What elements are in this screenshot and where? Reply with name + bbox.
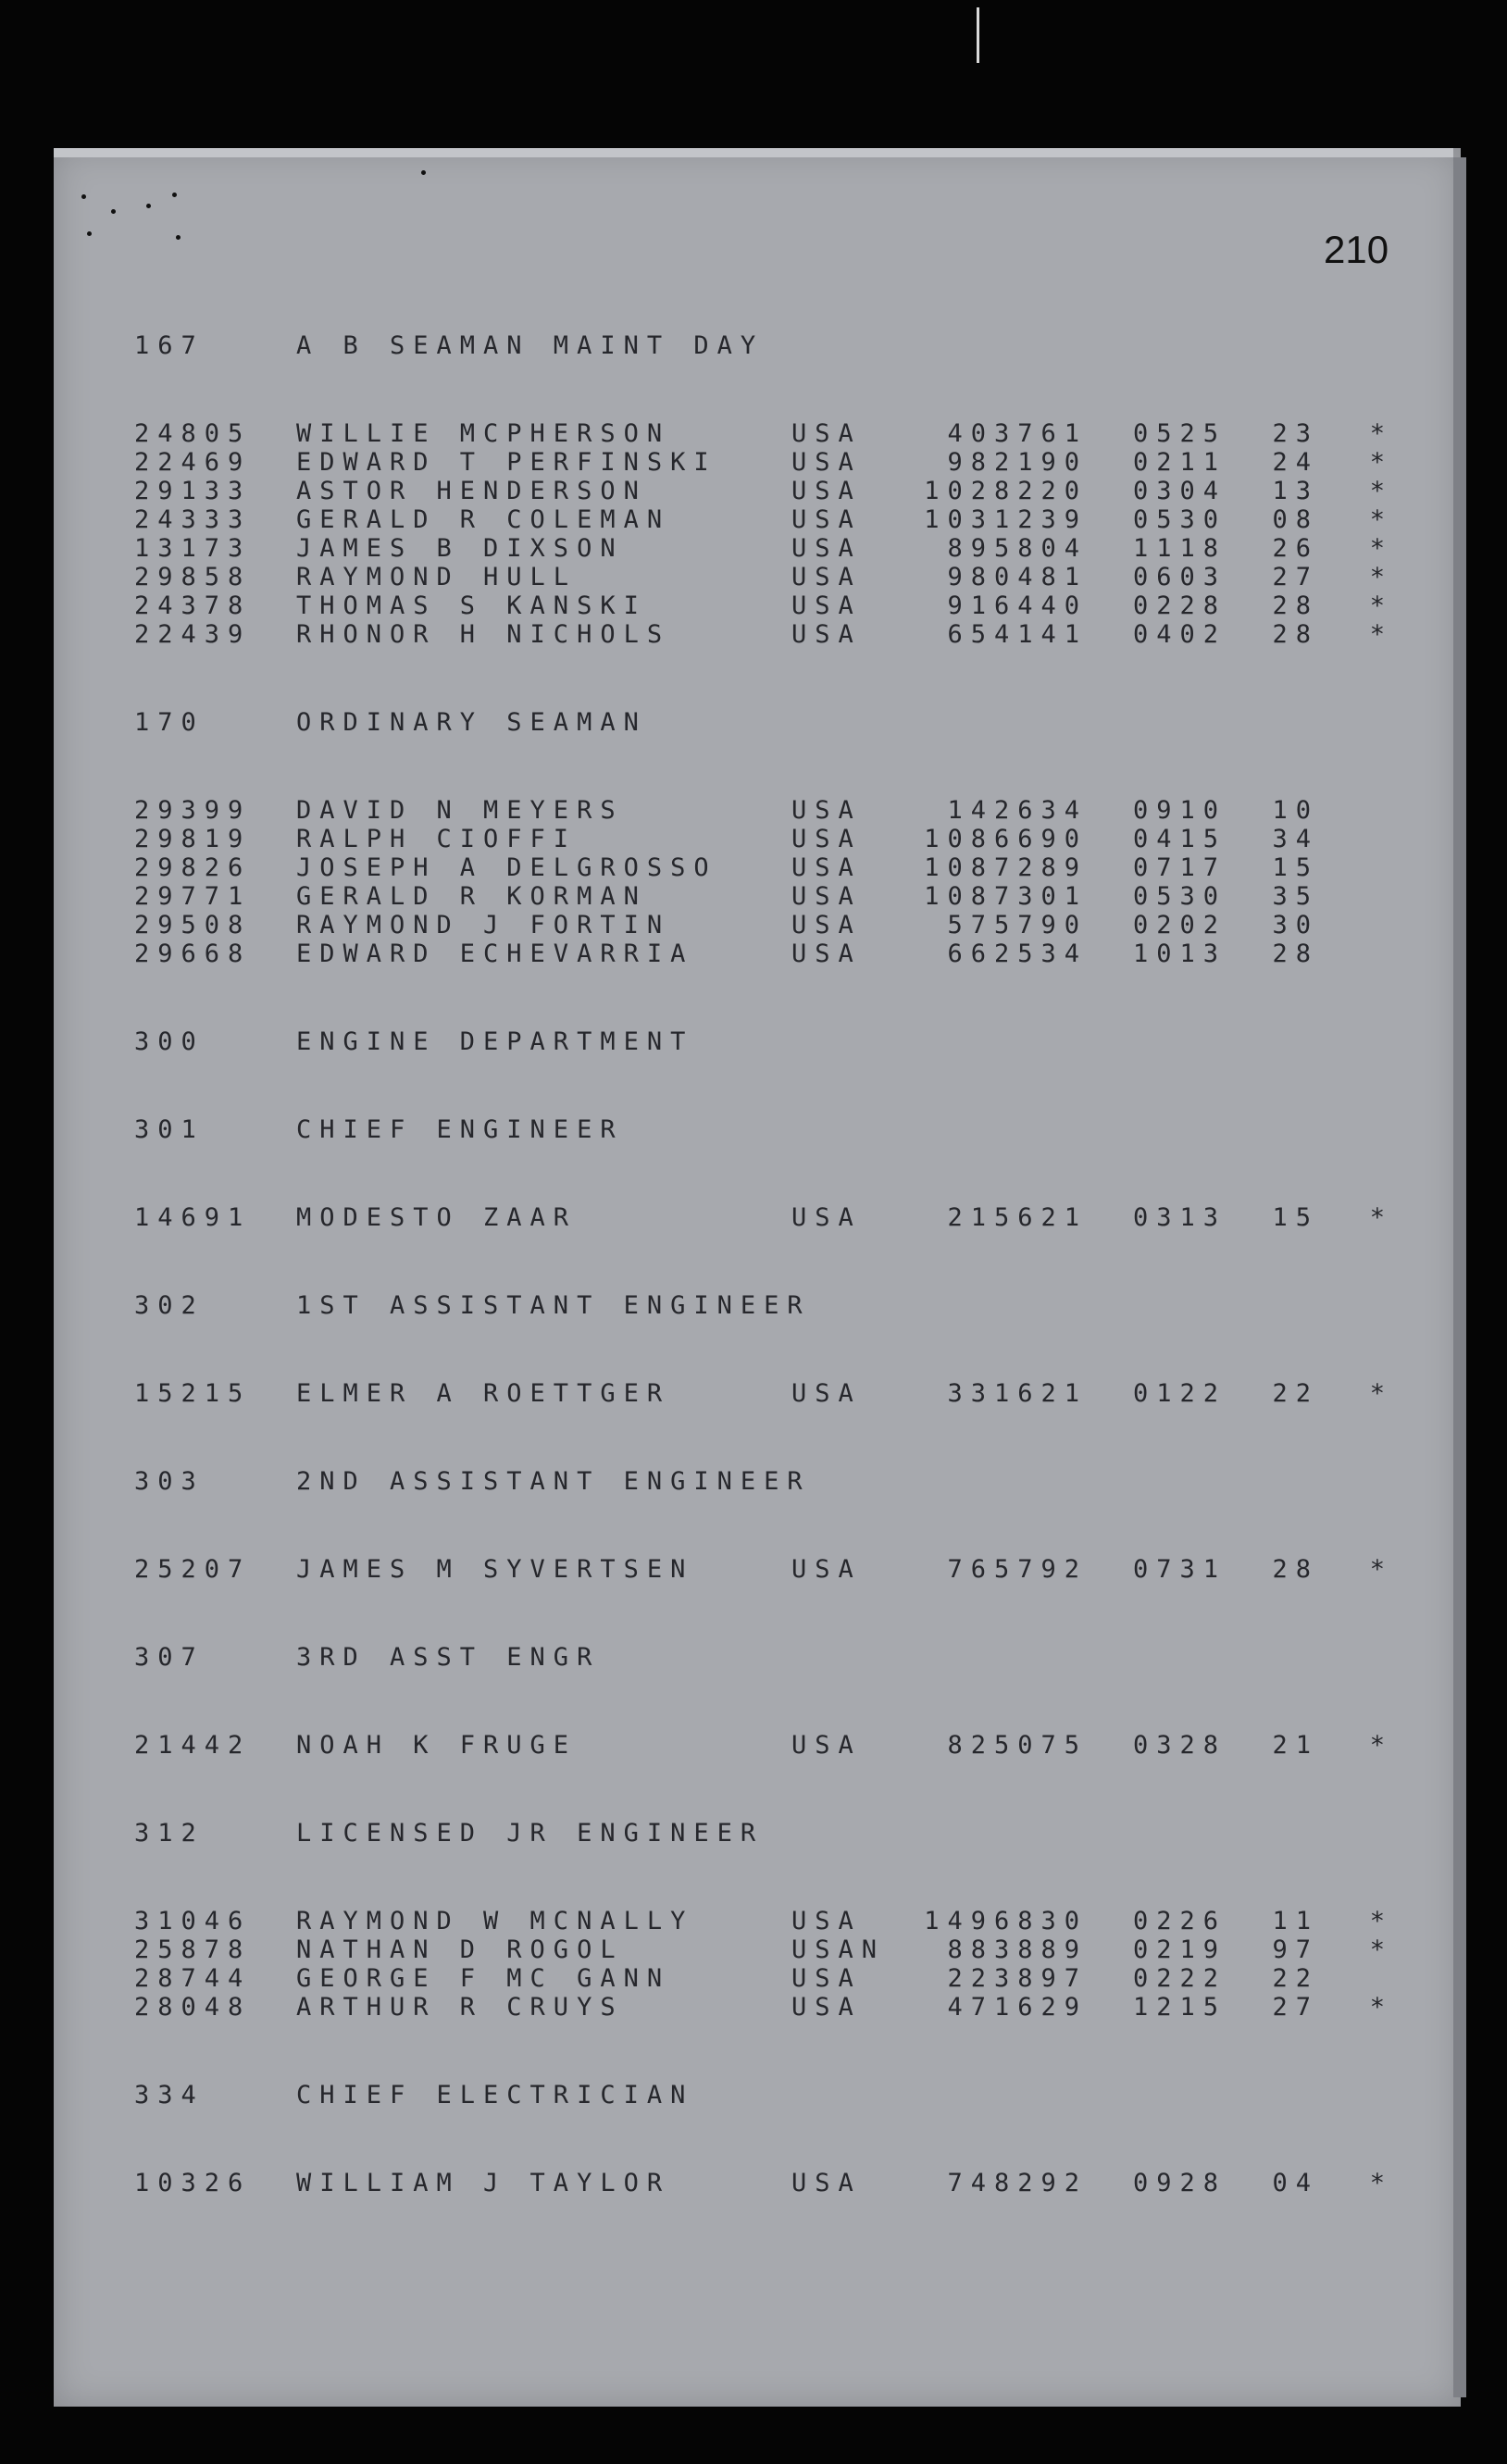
crew-row [134, 534, 1393, 563]
crew-mark: * [1369, 620, 1393, 649]
crew-mark [1319, 940, 1393, 968]
crew-list [134, 331, 1393, 2257]
crew-date-code: 0222 [1132, 1964, 1227, 1993]
crew-nationality: USA [791, 534, 862, 563]
crew-nationality: USA [791, 1379, 862, 1408]
crew-mark [1319, 882, 1393, 911]
crew-number: 29819 [134, 825, 252, 853]
crew-age: 27 [1272, 563, 1319, 591]
crew-number: 15215 [134, 1379, 252, 1408]
crew-date-code: 0304 [1132, 477, 1227, 505]
crew-mark [1319, 796, 1393, 825]
crew-document-number: 883889 [947, 1935, 1088, 1964]
crew-document-number: 215621 [947, 1203, 1088, 1232]
hole-punch-mark [176, 235, 181, 240]
crew-nationality: USA [791, 563, 862, 591]
crew-nationality: USA [791, 1993, 862, 2022]
crew-document-number: 1028220 [924, 477, 1088, 505]
crew-name: EDWARD T PERFINSKI [296, 448, 717, 477]
crew-name: DAVID N MEYERS [296, 796, 624, 825]
crew-name: ARTHUR R CRUYS [296, 1993, 624, 2022]
crew-number: 24333 [134, 505, 252, 534]
crew-name: RAYMOND W MCNALLY [296, 1907, 694, 1935]
crew-date-code: 0328 [1132, 1731, 1227, 1760]
crew-mark: * [1369, 534, 1393, 563]
crew-age: 28 [1272, 620, 1319, 649]
crew-document-number: 575790 [947, 911, 1088, 940]
crew-nationality: USAN [791, 1935, 886, 1964]
crew-mark: * [1369, 505, 1393, 534]
section-heading [134, 1467, 1393, 1496]
crew-document-number: 825075 [947, 1731, 1088, 1760]
crew-document-number: 1496830 [924, 1907, 1088, 1935]
crew-number: 29826 [134, 853, 252, 882]
crew-name: GEORGE F MC GANN [296, 1964, 671, 1993]
section-code: 312 [134, 1819, 205, 1848]
crew-row [134, 1555, 1393, 1584]
crew-nationality: USA [791, 477, 862, 505]
page-right-edge [1453, 157, 1466, 2397]
crew-date-code: 0313 [1132, 1203, 1227, 1232]
hole-punch-mark [421, 170, 426, 175]
crew-age: 15 [1272, 1203, 1319, 1232]
crew-mark [1319, 853, 1393, 882]
hole-punch-mark [111, 209, 116, 214]
section-title: LICENSED JR ENGINEER [296, 1819, 765, 1848]
crew-nationality: USA [791, 2169, 862, 2197]
crew-name: ASTOR HENDERSON [296, 477, 647, 505]
crew-date-code: 0219 [1132, 1935, 1227, 1964]
crew-mark [1319, 1964, 1393, 1993]
crew-name: WILLIE MCPHERSON [296, 419, 671, 448]
crew-mark: * [1369, 448, 1393, 477]
crew-document-number: 471629 [947, 1993, 1088, 2022]
crew-date-code: 0731 [1132, 1555, 1227, 1584]
crew-row [134, 620, 1393, 649]
crew-mark: * [1369, 1907, 1393, 1935]
crew-name: JAMES B DIXSON [296, 534, 624, 563]
crew-mark: * [1369, 2169, 1393, 2197]
section-title: 1ST ASSISTANT ENGINEER [296, 1291, 811, 1320]
crew-date-code: 0228 [1132, 591, 1227, 620]
crew-row [134, 448, 1393, 477]
crew-document-number: 331621 [947, 1379, 1088, 1408]
crew-age: 04 [1272, 2169, 1319, 2197]
crew-row [134, 419, 1393, 448]
crew-row [134, 1935, 1393, 1964]
crew-date-code: 0122 [1132, 1379, 1227, 1408]
crew-nationality: USA [791, 1964, 862, 1993]
crew-document-number: 748292 [947, 2169, 1088, 2197]
page-top-edge [54, 148, 1453, 157]
crew-document-number: 223897 [947, 1964, 1088, 1993]
crew-date-code: 0415 [1132, 825, 1227, 853]
crew-mark: * [1369, 1203, 1393, 1232]
crew-age: 22 [1272, 1379, 1319, 1408]
crew-row [134, 1379, 1393, 1408]
crew-mark: * [1369, 1731, 1393, 1760]
section-code: 303 [134, 1467, 205, 1496]
crew-nationality: USA [791, 1203, 862, 1232]
crew-nationality: USA [791, 1907, 862, 1935]
section-title: 3RD ASST ENGR [296, 1643, 601, 1672]
crew-age: 22 [1272, 1964, 1319, 1993]
crew-name: GERALD R COLEMAN [296, 505, 671, 534]
crew-number: 13173 [134, 534, 252, 563]
crew-number: 29668 [134, 940, 252, 968]
section-code: 307 [134, 1643, 205, 1672]
crew-age: 26 [1272, 534, 1319, 563]
crew-name: GERALD R KORMAN [296, 882, 647, 911]
crew-number: 10326 [134, 2169, 252, 2197]
crew-name: RHONOR H NICHOLS [296, 620, 671, 649]
crew-date-code: 1215 [1132, 1993, 1227, 2022]
crew-row [134, 882, 1393, 911]
crew-name: WILLIAM J TAYLOR [296, 2169, 671, 2197]
section-title: CHIEF ENGINEER [296, 1115, 624, 1144]
section-heading [134, 1643, 1393, 1672]
crew-name: RAYMOND J FORTIN [296, 911, 671, 940]
crew-document-number: 895804 [947, 534, 1088, 563]
crew-nationality: USA [791, 911, 862, 940]
crew-number: 22469 [134, 448, 252, 477]
crew-name: NOAH K FRUGE [296, 1731, 578, 1760]
page-number: 210 [1324, 228, 1389, 271]
crew-nationality: USA [791, 796, 862, 825]
crew-mark: * [1369, 591, 1393, 620]
crew-name: JOSEPH A DELGROSSO [296, 853, 717, 882]
section-code: 300 [134, 1027, 205, 1056]
crew-document-number: 662534 [947, 940, 1088, 968]
crew-age: 28 [1272, 1555, 1319, 1584]
crew-number: 28048 [134, 1993, 252, 2022]
crew-age: 97 [1272, 1935, 1319, 1964]
crew-row [134, 853, 1393, 882]
crew-row [134, 1203, 1393, 1232]
crew-number: 29399 [134, 796, 252, 825]
crew-nationality: USA [791, 1555, 862, 1584]
crew-date-code: 0525 [1132, 419, 1227, 448]
section-title: ORDINARY SEAMAN [296, 708, 647, 737]
crew-number: 29133 [134, 477, 252, 505]
crew-document-number: 765792 [947, 1555, 1088, 1584]
crew-nationality: USA [791, 591, 862, 620]
crew-age: 15 [1272, 853, 1319, 882]
crew-nationality: USA [791, 620, 862, 649]
crew-row [134, 505, 1393, 534]
crew-document-number: 1087301 [924, 882, 1088, 911]
crew-document-number: 1087289 [924, 853, 1088, 882]
section-title: 2ND ASSISTANT ENGINEER [296, 1467, 811, 1496]
section-heading [134, 331, 1393, 360]
crew-date-code: 0603 [1132, 563, 1227, 591]
section-code: 334 [134, 2081, 205, 2109]
crew-row [134, 1907, 1393, 1935]
hole-punch-mark [81, 194, 86, 199]
crew-age: 11 [1272, 1907, 1319, 1935]
crew-document-number: 982190 [947, 448, 1088, 477]
section-heading [134, 2081, 1393, 2109]
crew-number: 25207 [134, 1555, 252, 1584]
crew-name: RAYMOND HULL [296, 563, 578, 591]
crew-number: 29508 [134, 911, 252, 940]
section-heading [134, 1027, 1393, 1056]
crew-age: 13 [1272, 477, 1319, 505]
crew-mark: * [1369, 1379, 1393, 1408]
crew-date-code: 0202 [1132, 911, 1227, 940]
crew-name: THOMAS S KANSKI [296, 591, 647, 620]
crew-age: 24 [1272, 448, 1319, 477]
crew-mark [1319, 911, 1393, 940]
crew-name: MODESTO ZAAR [296, 1203, 578, 1232]
crew-name: RALPH CIOFFI [296, 825, 578, 853]
section-code: 167 [134, 331, 205, 360]
hole-punch-mark [172, 193, 177, 197]
crew-mark: * [1369, 477, 1393, 505]
crew-date-code: 0717 [1132, 853, 1227, 882]
section-title: CHIEF ELECTRICIAN [296, 2081, 694, 2109]
crew-date-code: 0530 [1132, 882, 1227, 911]
crew-document-number: 980481 [947, 563, 1088, 591]
crew-mark: * [1369, 1935, 1393, 1964]
crew-age: 21 [1272, 1731, 1319, 1760]
crew-mark: * [1369, 1555, 1393, 1584]
section-title: A B SEAMAN MAINT DAY [296, 331, 765, 360]
crew-document-number: 1031239 [924, 505, 1088, 534]
film-frame-mark [977, 7, 979, 63]
crew-date-code: 0928 [1132, 2169, 1227, 2197]
hole-punch-mark [87, 231, 92, 236]
crew-row [134, 2169, 1393, 2197]
crew-number: 22439 [134, 620, 252, 649]
section-code: 301 [134, 1115, 205, 1144]
section-code: 302 [134, 1291, 205, 1320]
section-heading [134, 1115, 1393, 1144]
crew-age: 28 [1272, 591, 1319, 620]
crew-number: 31046 [134, 1907, 252, 1935]
crew-date-code: 0226 [1132, 1907, 1227, 1935]
crew-name: JAMES M SYVERTSEN [296, 1555, 694, 1584]
crew-number: 24805 [134, 419, 252, 448]
crew-number: 29858 [134, 563, 252, 591]
crew-name: NATHAN D ROGOL [296, 1935, 624, 1964]
crew-nationality: USA [791, 940, 862, 968]
section-heading [134, 1291, 1393, 1320]
crew-date-code: 0530 [1132, 505, 1227, 534]
crew-age: 10 [1272, 796, 1319, 825]
crew-nationality: USA [791, 505, 862, 534]
crew-row [134, 1731, 1393, 1760]
crew-nationality: USA [791, 825, 862, 853]
crew-row [134, 591, 1393, 620]
hole-punch-mark [146, 204, 151, 208]
section-title: ENGINE DEPARTMENT [296, 1027, 694, 1056]
crew-mark: * [1369, 563, 1393, 591]
crew-date-code: 1118 [1132, 534, 1227, 563]
crew-number: 25878 [134, 1935, 252, 1964]
crew-number: 21442 [134, 1731, 252, 1760]
crew-document-number: 1086690 [924, 825, 1088, 853]
crew-row [134, 940, 1393, 968]
crew-nationality: USA [791, 448, 862, 477]
crew-age: 27 [1272, 1993, 1319, 2022]
crew-age: 34 [1272, 825, 1319, 853]
crew-number: 24378 [134, 591, 252, 620]
crew-row [134, 563, 1393, 591]
crew-nationality: USA [791, 882, 862, 911]
crew-name: ELMER A ROETTGER [296, 1379, 671, 1408]
crew-nationality: USA [791, 419, 862, 448]
crew-mark: * [1369, 1993, 1393, 2022]
crew-age: 35 [1272, 882, 1319, 911]
crew-date-code: 0402 [1132, 620, 1227, 649]
crew-number: 29771 [134, 882, 252, 911]
crew-age: 08 [1272, 505, 1319, 534]
crew-date-code: 0211 [1132, 448, 1227, 477]
section-heading [134, 1819, 1393, 1848]
crew-date-code: 1013 [1132, 940, 1227, 968]
crew-row [134, 796, 1393, 825]
crew-name: EDWARD ECHEVARRIA [296, 940, 694, 968]
crew-number: 14691 [134, 1203, 252, 1232]
crew-number: 28744 [134, 1964, 252, 1993]
crew-row [134, 1993, 1393, 2022]
crew-document-number: 142634 [947, 796, 1088, 825]
crew-row [134, 1964, 1393, 1993]
crew-row [134, 477, 1393, 505]
crew-age: 23 [1272, 419, 1319, 448]
section-heading [134, 708, 1393, 737]
crew-age: 30 [1272, 911, 1319, 940]
crew-age: 28 [1272, 940, 1319, 968]
crew-mark [1319, 825, 1393, 853]
crew-row [134, 911, 1393, 940]
crew-document-number: 916440 [947, 591, 1088, 620]
crew-mark: * [1369, 419, 1393, 448]
crew-nationality: USA [791, 1731, 862, 1760]
section-code: 170 [134, 708, 205, 737]
crew-row [134, 825, 1393, 853]
crew-document-number: 654141 [947, 620, 1088, 649]
crew-date-code: 0910 [1132, 796, 1227, 825]
crew-nationality: USA [791, 853, 862, 882]
crew-document-number: 403761 [947, 419, 1088, 448]
